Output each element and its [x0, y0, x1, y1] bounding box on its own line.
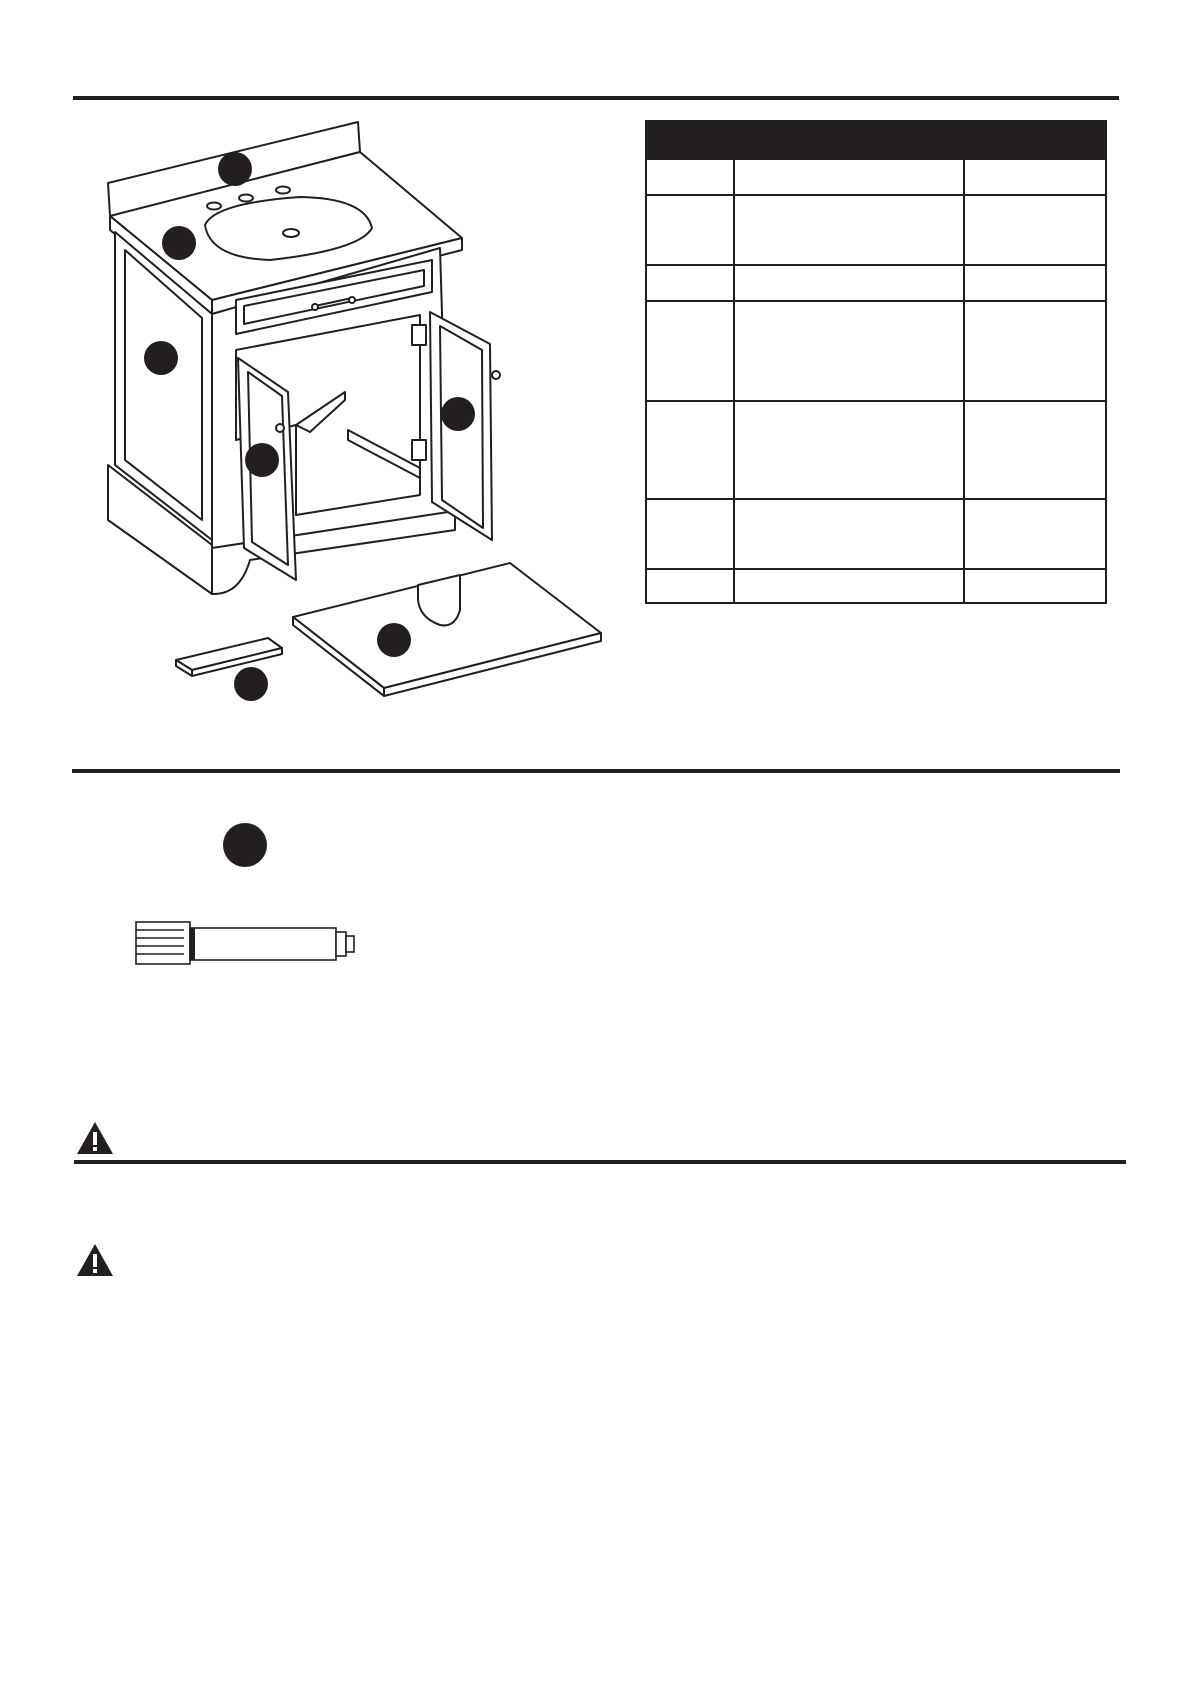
callout-dot — [162, 226, 196, 260]
table-row — [647, 498, 1105, 500]
callout-dot — [234, 667, 268, 701]
callout-dot — [441, 397, 475, 431]
table-column-divider — [733, 160, 735, 602]
warning-icon — [75, 1120, 115, 1156]
callout-dot — [144, 341, 178, 375]
table-row — [647, 568, 1105, 570]
table-row — [647, 300, 1105, 302]
table-column-divider — [963, 160, 965, 602]
table-row — [647, 194, 1105, 196]
table-row — [647, 264, 1105, 266]
vanity-illustration — [0, 0, 620, 720]
caution-icon — [75, 1242, 115, 1278]
touch-up-marker-icon — [134, 920, 360, 966]
table-row — [647, 400, 1105, 402]
table-header — [647, 122, 1105, 160]
package-contents-table — [645, 120, 1107, 604]
hardware-callout-dot — [222, 822, 268, 868]
callout-dot — [218, 152, 252, 186]
warning-divider — [74, 1160, 1126, 1164]
callout-dot — [377, 623, 411, 657]
callout-dot — [245, 443, 279, 477]
hardware-divider — [72, 769, 1120, 773]
